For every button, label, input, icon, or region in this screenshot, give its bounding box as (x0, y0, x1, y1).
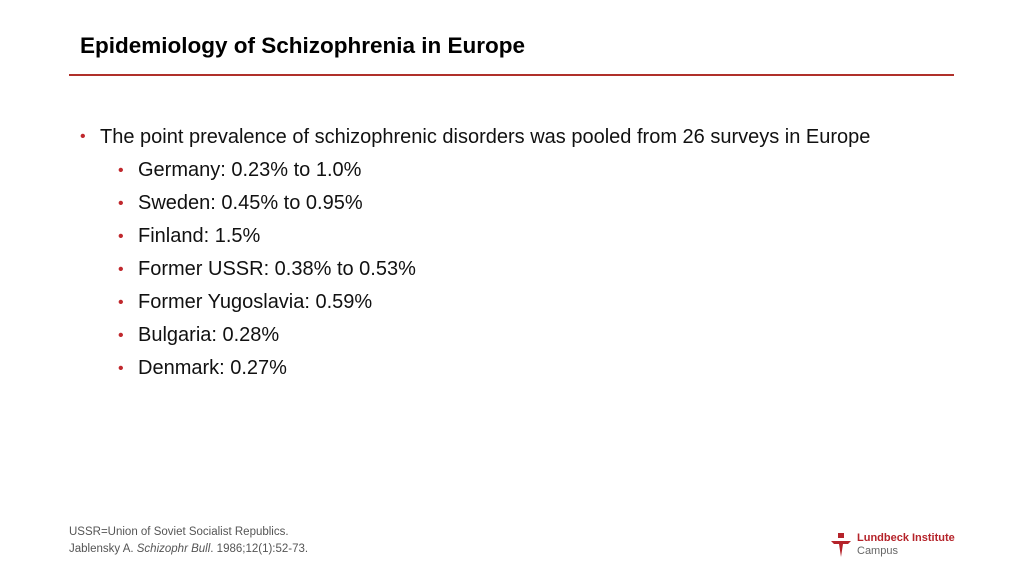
sub-bullet-text: Former Yugoslavia: 0.59% (138, 291, 373, 313)
bullet-icon: • (118, 261, 124, 278)
sub-bullet-text: Sweden: 0.45% to 0.95% (138, 192, 363, 214)
lundbeck-logo (830, 532, 955, 558)
logo-subtitle: Campus (857, 545, 898, 557)
title-divider (69, 74, 954, 76)
sub-bullet-text: Bulgaria: 0.28% (138, 324, 280, 346)
lundbeck-logo-icon (830, 532, 852, 558)
logo-text (857, 532, 955, 558)
sub-bullet-text: Denmark: 0.27% (138, 357, 287, 379)
sub-bullet-germany (80, 154, 940, 187)
sub-bullet-yugoslavia (80, 286, 940, 319)
bullet-text: The point prevalence of schizophrenic disorders was pooled from 26 surveys in Europe (100, 126, 871, 148)
sub-bullet-bulgaria (80, 319, 940, 352)
reference-citation: . 1986;12(1):52-73. (210, 543, 309, 555)
reference-author: Jablensky A. (69, 543, 137, 555)
bullet-icon: • (118, 294, 124, 311)
footnote-reference (69, 541, 308, 558)
logo-title: Lundbeck Institute (857, 532, 955, 544)
bullet-icon: • (118, 360, 124, 377)
footnote (69, 524, 308, 558)
sub-bullet-ussr (80, 253, 940, 286)
sub-bullet-text: Germany: 0.23% to 1.0% (138, 159, 362, 181)
footnote-abbreviation: USSR=Union of Soviet Socialist Republics. (69, 526, 289, 538)
bullet-main (80, 122, 940, 152)
bullet-icon: • (80, 128, 86, 145)
sub-bullet-finland (80, 220, 940, 253)
slide-body (80, 122, 940, 385)
bullet-icon: • (118, 195, 124, 212)
sub-bullet-text: Former USSR: 0.38% to 0.53% (138, 258, 416, 280)
bullet-icon: • (118, 162, 124, 179)
reference-journal: Schizophr Bull (136, 543, 211, 555)
bullet-icon: • (118, 228, 124, 245)
sub-bullet-list (80, 154, 940, 385)
slide-title: Epidemiology of Schizophrenia in Europe (80, 33, 526, 58)
sub-bullet-text: Finland: 1.5% (138, 225, 261, 247)
bullet-icon: • (118, 327, 124, 344)
sub-bullet-denmark (80, 352, 940, 385)
sub-bullet-sweden (80, 187, 940, 220)
